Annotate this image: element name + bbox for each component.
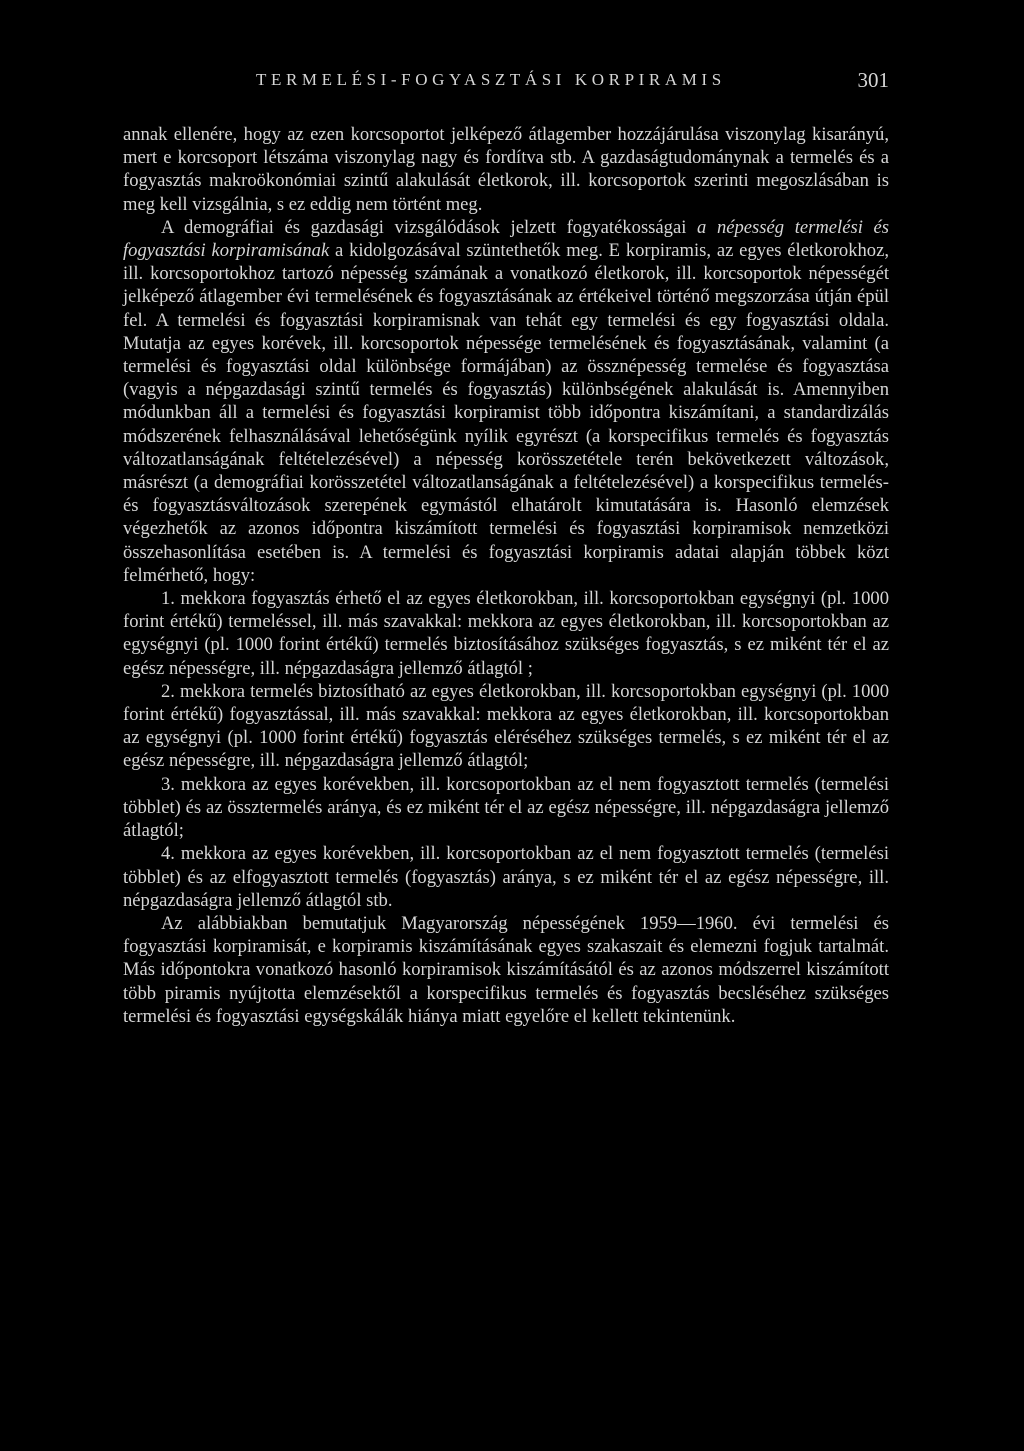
running-title: TERMELÉSI-FOGYASZTÁSI KORPIRAMIS <box>256 70 726 89</box>
list-item <box>123 773 889 843</box>
list-item-text: 3. mekkora az egyes korévekben, ill. korcsoportokban az el nem fogyasztott termelés (termelési többlet) és az össztermelés aránya, és ez miként tér el az egész népességre, ill. népgazdaságra jellemző átlagtól; <box>123 773 889 842</box>
page-header <box>0 68 1024 98</box>
list-item <box>123 587 889 680</box>
paragraph-text: a kidolgozásával szüntethetők meg. E korpiramis, az egyes életkorokhoz, ill. korcsoportokhoz tartozó népesség számának a vonatkozó életkorok, ill. korcsoportok népességét jelképező átlagember évi termelésének és fogyasztásának az értékeivel történő megszorzása útján épül fel. A termelési és fogyasztási korpiramisnak van tehát egy termelési és egy fogyasztási oldala. Mutatja az egyes korévek, ill. korcsoportok népessége termelésének és fogyasztásának, valamint (a termelési és fogyasztási oldal különbsége formájában) az össznépesség termelése és fogyasztása (vagyis a népgazdasági szintű termelés és fogyasztás) különbségének alakulását is. Amennyiben módunkban áll a termelési és fogyasztási korpiramist több időpontra kiszámítani, a standardizálás módszerének felhasználásával lehetőségünk nyílik egyrészt (a korspecifikus termelés és fogyasztás változatlanságának feltételezésével) a népesség korösszetétele terén bekövetkezett változások, másrészt (a demográfiai korösszetétel változatlanságának a feltételezésével) a korspecifikus termelés- és fogyasztásváltozások szerepének egymástól elhatárolt kimutatására is. Hasonló elemzések végezhetők az azonos időpontra kiszámított termelési és fogyasztási korpiramisok nemzetközi összehasonlítása esetében is. A termelési és fogyasztási korpiramis adatai alapján többek közt felmérhető, hogy: <box>123 240 889 586</box>
paragraph-text: annak ellenére, hogy az ezen korcsoportot jelképező átlagember hozzájárulása viszonylag kisarányú, mert e korcsoport létszáma viszonylag nagy és fordítva stb. A gazdaságtudománynak a termelés és a fogyasztás makroökonómiai szintű alakulását életkorok, ill. korcsoportok szerinti megoszlásában is meg kell vizsgálnia, s ez eddig nem történt meg. <box>123 124 889 215</box>
paragraph-text: A demográfiai és gazdasági vizsgálódások jelzett fogyatékosságai <box>161 216 698 238</box>
list-item-text: 2. mekkora termelés biztosítható az egyes életkorokban, ill. korcsoportokban egységnyi (pl. 1000 forint értékű) fogyasztással, ill. más szavakkal: mekkora az egyes életkorokban, ill. korcsoportokban az egységnyi (pl. 1000 forint értékű) fogyasztás eléréséhez szükséges termelés, s ez miként tér el az egész népességre, ill. népgazdaságra jellemző átlagtól; <box>123 680 889 772</box>
paragraph <box>123 123 889 216</box>
list-item-text: 4. mekkora az egyes korévekben, ill. korcsoportokban az el nem fogyasztott termelés (termelési többlet) és az elfogyasztott termelés (fogyasztás) aránya, s ez miként tér el az egész népességre, ill. népgazdaságra jellemző átlagtól stb. <box>123 843 889 911</box>
paragraph <box>123 912 889 1028</box>
body-text <box>123 123 889 1028</box>
list-item <box>123 680 889 773</box>
emphasized-term: a népesség termelési és fogyasztási korpiramisának <box>123 216 889 262</box>
paragraph-text: Az alábbiakban bemutatjuk Magyarország népességének 1959—1960. évi termelési és fogyasztási korpiramisát, e korpiramis kiszámításának egyes szakaszait és elemezni fogjuk tartalmát. Más időpontokra vonatkozó hasonló korpiramisok kiszámításától és az azonos módszerrel kiszámított több piramis nyújtotta elemzésektől a korspecifikus termelés és fogyasztás becsléséhez szükséges termelési és fogyasztási egységskálák hiánya miatt egyelőre el kellett tekintenünk. <box>123 912 889 1027</box>
list-item-text: 1. mekkora fogyasztás érhető el az egyes életkorokban, ill. korcsoportokban egységnyi (pl. 1000 forint értékű) termeléssel, ill. más szavakkal: mekkora az egyes életkorokban, ill. korcsoportokban az egységnyi (pl. 1000 forint értékű) termelés biztosításához szükséges fogyasztás, s ez miként tér el az egész népességre, ill. népgazdaságra jellemző átlagtól ; <box>123 588 889 679</box>
page-number: 301 <box>857 68 889 92</box>
paragraph <box>123 216 889 587</box>
list-item <box>123 842 889 912</box>
